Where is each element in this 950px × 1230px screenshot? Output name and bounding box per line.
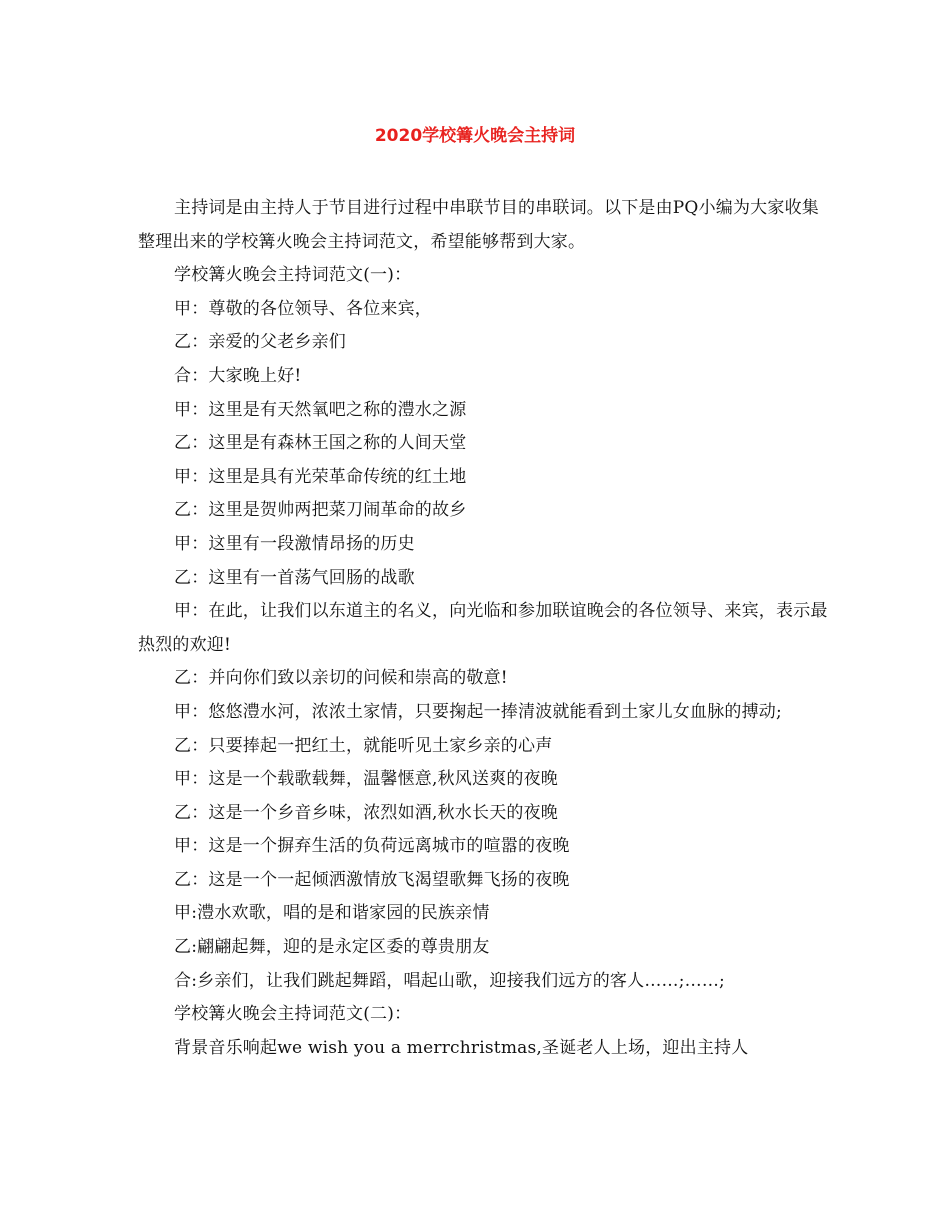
paragraph: 甲：这里有一段激情昂扬的历史: [174, 533, 415, 554]
paragraph: 学校篝火晚会主持词范文(二)：: [174, 1004, 412, 1025]
paragraph: 乙:翩翩起舞，迎的是永定区委的尊贵朋友: [174, 937, 490, 958]
paragraph: 甲：悠悠澧水河，浓浓土家情，只要掬起一捧清波就能看到土家儿女血脉的搏动;: [174, 701, 782, 722]
paragraph: 甲：这里是有天然氧吧之称的澧水之源: [174, 399, 467, 420]
paragraph: 甲：尊敬的各位领导、各位来宾，: [174, 298, 432, 319]
paragraph: 乙：这里有一首荡气回肠的战歌: [174, 567, 415, 588]
paragraph: 合:乡亲们，让我们跳起舞蹈，唱起山歌，迎接我们远方的客人……;……;: [174, 970, 725, 991]
paragraph: 乙：只要捧起一把红土，就能听见土家乡亲的心声: [174, 735, 553, 756]
paragraph: 甲：在此，让我们以东道主的名义，向光临和参加联谊晚会的各位领导、来宾，表示最热烈的欢迎!: [138, 601, 828, 655]
paragraph: 合：大家晚上好!: [174, 365, 302, 386]
paragraph: 乙：这里是贺帅两把菜刀闹革命的故乡: [174, 500, 467, 521]
paragraph: 背景音乐响起we wish you a merrchristmas,圣诞老人上场，迎出主持人: [174, 1037, 749, 1058]
document-body: [138, 192, 828, 1065]
document-title: 2020学校篝火晚会主持词: [374, 126, 576, 146]
paragraph: 主持词是由主持人于节目进行过程中串联节目的串联词。以下是由PQ小编为大家收集整理出来的学校篝火晚会主持词范文，希望能够帮到大家。: [138, 198, 819, 252]
paragraph: 甲：这是一个载歌载舞，温馨惬意,秋风送爽的夜晚: [174, 769, 559, 790]
paragraph: 乙：亲爱的父老乡亲们: [174, 332, 346, 353]
paragraph: 甲：这是一个摒弃生活的负荷远离城市的喧嚣的夜晚: [174, 836, 570, 857]
paragraph: 学校篝火晚会主持词范文(一)：: [174, 265, 412, 286]
paragraph: 甲：这里是具有光荣革命传统的红土地: [174, 466, 467, 487]
paragraph: 乙：这是一个乡音乡味，浓烈如酒,秋水长天的夜晚: [174, 802, 559, 823]
paragraph: 甲:澧水欢歌，唱的是和谐家园的民族亲情: [174, 903, 490, 924]
paragraph: 乙：并向你们致以亲切的问候和崇高的敬意!: [174, 668, 508, 689]
paragraph: 乙：这是一个一起倾洒激情放飞渴望歌舞飞扬的夜晚: [174, 869, 570, 890]
paragraph: 乙：这里是有森林王国之称的人间天堂: [174, 433, 467, 454]
